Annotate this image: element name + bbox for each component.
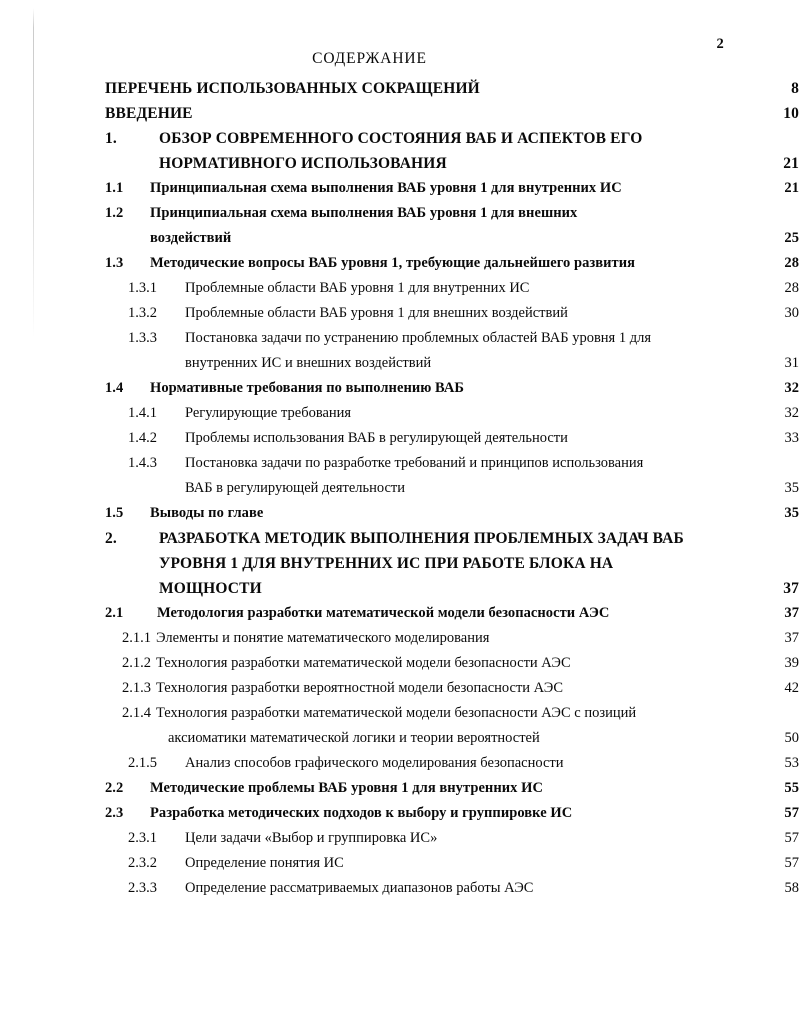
- toc-entry-line: [105, 76, 715, 101]
- toc-entry-line: [122, 701, 715, 726]
- toc-entry[interactable]: [122, 701, 799, 751]
- toc-entry-title: Разработка методических подходов к выбору и группировке ИС: [150, 805, 573, 821]
- toc-entry-title: РАЗРАБОТКА МЕТОДИК ВЫПОЛНЕНИЯ ПРОБЛЕМНЫХ ЗАДАЧ ВАБ: [159, 530, 684, 547]
- toc-entry[interactable]: [128, 326, 799, 376]
- toc-entry-number: 1.5: [105, 505, 124, 521]
- toc-entry-number: 1.2: [105, 205, 124, 221]
- toc-entry-line: [105, 776, 715, 801]
- toc-entry-title: Проблемные области ВАБ уровня 1 для внутренних ИС: [185, 280, 530, 296]
- toc-entry-line: [128, 826, 715, 851]
- toc-entry-number: 1.3.3: [128, 330, 157, 346]
- toc-entry-page-number: 57: [784, 830, 799, 846]
- toc-entry-page-number: 35: [784, 505, 799, 521]
- toc-entry[interactable]: [128, 426, 799, 451]
- toc-entry-number: 2.1.1: [122, 630, 151, 646]
- toc-entry-line: [105, 376, 715, 401]
- toc-entry-number: 1.3: [105, 255, 124, 271]
- toc-entry[interactable]: [122, 651, 799, 676]
- toc-entry-title: ОБЗОР СОВРЕМЕННОГО СОСТОЯНИЯ ВАБ И АСПЕКТОВ ЕГО: [159, 130, 643, 147]
- toc-entry[interactable]: [105, 526, 799, 601]
- toc-entry[interactable]: [105, 251, 799, 276]
- toc-entry-page-number: 21: [783, 155, 799, 172]
- toc-entry-title: Определение рассматриваемых диапазонов работы АЭС: [185, 880, 534, 896]
- toc-entry-page-number: 32: [784, 380, 799, 396]
- toc-entry-title: Нормативные требования по выполнению ВАБ: [150, 380, 465, 396]
- toc-entry[interactable]: [128, 276, 799, 301]
- toc-entry-line: [128, 426, 715, 451]
- toc-entry-title: Регулирующие требования: [185, 405, 352, 421]
- toc-entry-page-number: 31: [784, 355, 799, 371]
- toc-entry[interactable]: [128, 401, 799, 426]
- toc-entry-page-number: 33: [784, 430, 799, 446]
- toc-entry[interactable]: [105, 176, 799, 201]
- toc-entry-line: [128, 751, 715, 776]
- toc-entry-number: 2.3.3: [128, 880, 157, 896]
- toc-entry[interactable]: [128, 301, 799, 326]
- toc-entry-title: Технология разработки математической модели безопасности АЭС: [156, 655, 571, 671]
- toc-entry-page-number: 37: [784, 605, 799, 621]
- toc-entry-number: 2.2: [105, 780, 124, 796]
- toc-entry[interactable]: [105, 126, 799, 176]
- toc-entry-number: 1.3.2: [128, 305, 157, 321]
- toc-entry[interactable]: [128, 851, 799, 876]
- toc-entry-title: Принципиальная схема выполнения ВАБ уровня 1 для внутренних ИС: [150, 180, 622, 196]
- toc-entry-line: [128, 401, 715, 426]
- toc-entry-page-number: 35: [784, 480, 799, 496]
- toc-entry-title: Проблемные области ВАБ уровня 1 для внешних воздействий: [185, 305, 568, 321]
- toc-entry-page-number: 28: [784, 280, 799, 296]
- toc-entry-title: Методические проблемы ВАБ уровня 1 для внутренних ИС: [150, 780, 543, 796]
- toc-entry-page-number: 25: [784, 230, 799, 246]
- toc-entry-title: Технология разработки математической модели безопасности АЭС с позиций: [156, 705, 637, 721]
- toc-entry[interactable]: [105, 776, 799, 801]
- toc-entry-line: [128, 301, 715, 326]
- toc-entry-line: [105, 251, 715, 276]
- toc-entry-title: ПЕРЕЧЕНЬ ИСПОЛЬЗОВАННЫХ СОКРАЩЕНИЙ: [105, 80, 480, 97]
- toc-entry-number: 1.4: [105, 380, 124, 396]
- toc-entry-line: [105, 526, 715, 551]
- toc-entry-page-number: 37: [783, 580, 799, 597]
- toc-entry-number: 1.4.2: [128, 430, 157, 446]
- toc-entry-number: 2.1.4: [122, 705, 151, 721]
- toc-entry-line: [105, 601, 715, 626]
- toc-entry-page-number: 53: [784, 755, 799, 771]
- toc-entry-page-number: 58: [784, 880, 799, 896]
- page-number: 2: [716, 36, 724, 52]
- toc-entry-number: 2.: [105, 530, 117, 547]
- toc-entry-line: [122, 651, 715, 676]
- toc-entry-page-number: 32: [784, 405, 799, 421]
- toc-entry-page-number: 37: [784, 630, 799, 646]
- page-title: СОДЕРЖАНИЕ: [312, 50, 427, 67]
- toc-entry[interactable]: [105, 376, 799, 401]
- toc-entry-number: 2.1.5: [128, 755, 157, 771]
- toc-entry-title: Постановка задачи по устранению проблемных областей ВАБ уровня 1 для: [185, 330, 651, 346]
- toc-entry-page-number: 42: [784, 680, 799, 696]
- toc-entry-title: Методология разработки математической модели безопасности АЭС: [157, 605, 610, 621]
- toc-entry-line: [105, 176, 715, 201]
- toc-entry-number: 2.3.1: [128, 830, 157, 846]
- toc-entry[interactable]: [128, 876, 799, 901]
- toc-entry-line: [122, 626, 715, 651]
- toc-entry-title: Проблемы использования ВАБ в регулирующей деятельности: [185, 430, 568, 446]
- toc-entry-line: [105, 201, 715, 226]
- toc-entry-title-continued: ВАБ в регулирующей деятельности: [185, 480, 406, 496]
- toc-entry-number: 1.3.1: [128, 280, 157, 296]
- toc-entry-number: 2.3: [105, 805, 124, 821]
- toc-entry-page-number: 55: [784, 780, 799, 796]
- toc-entry-title: Выводы по главе: [150, 505, 264, 521]
- toc-entry-page-number: 39: [784, 655, 799, 671]
- toc-entry[interactable]: [122, 626, 799, 651]
- toc-entry[interactable]: [105, 76, 799, 101]
- toc-entry-line: [128, 451, 715, 476]
- toc-entry-title-continued: воздействий: [150, 230, 232, 246]
- toc-entry[interactable]: [105, 101, 799, 126]
- table-of-contents: [0, 76, 799, 901]
- toc-entry-number: 2.1.3: [122, 680, 151, 696]
- toc-entry-page-number: 30: [784, 305, 799, 321]
- toc-entry-title-continued: УРОВНЯ 1 ДЛЯ ВНУТРЕННИХ ИС ПРИ РАБОТЕ БЛОКА НА: [159, 555, 614, 572]
- toc-entry-number: 2.3.2: [128, 855, 157, 871]
- toc-entry-title: Элементы и понятие математического моделирования: [156, 630, 490, 646]
- toc-entry-number: 2.1.2: [122, 655, 151, 671]
- toc-entry[interactable]: [105, 601, 799, 626]
- toc-entry-page-number: 10: [783, 105, 799, 122]
- toc-entry-number: 2.1: [105, 605, 124, 621]
- toc-entry-line: [105, 801, 715, 826]
- toc-entry[interactable]: [105, 201, 799, 251]
- toc-entry-number: 1.4.1: [128, 405, 157, 421]
- toc-entry-line: [128, 876, 715, 901]
- toc-entry-title-continued: НОРМАТИВНОГО ИСПОЛЬЗОВАНИЯ: [159, 155, 447, 172]
- toc-entry[interactable]: [128, 451, 799, 501]
- toc-entry-page-number: 28: [784, 255, 799, 271]
- toc-entry-page-number: 57: [784, 855, 799, 871]
- toc-entry-title-continued: аксиоматики математической логики и теории вероятностей: [168, 730, 540, 746]
- toc-entry-number: 1.1: [105, 180, 124, 196]
- toc-entry-line: [128, 276, 715, 301]
- toc-entry-title-continued: МОЩНОСТИ: [159, 580, 262, 597]
- toc-entry-line: [105, 126, 715, 151]
- toc-entry-page-number: 21: [784, 180, 799, 196]
- toc-entry-line: [122, 676, 715, 701]
- toc-entry-line: [128, 851, 715, 876]
- toc-entry-title: Определение понятия ИС: [185, 855, 344, 871]
- toc-entry[interactable]: [128, 826, 799, 851]
- toc-entry-title: ВВЕДЕНИЕ: [105, 105, 193, 122]
- toc-entry-title: Принципиальная схема выполнения ВАБ уровня 1 для внешних: [150, 205, 578, 221]
- toc-entry[interactable]: [122, 676, 799, 701]
- toc-entry[interactable]: [105, 501, 799, 526]
- toc-entry[interactable]: [105, 801, 799, 826]
- toc-entry-line: [105, 501, 715, 526]
- toc-entry-title: Постановка задачи по разработке требований и принципов использования: [185, 455, 644, 471]
- toc-entry-title: Цели задачи «Выбор и группировка ИС»: [185, 830, 438, 846]
- toc-entry-line: [105, 101, 715, 126]
- toc-entry-number: 1.: [105, 130, 117, 147]
- toc-entry-page-number: 8: [791, 80, 799, 97]
- toc-entry-line: [128, 326, 715, 351]
- toc-entry-title: Технология разработки вероятностной модели безопасности АЭС: [156, 680, 564, 696]
- toc-entry-page-number: 50: [784, 730, 799, 746]
- toc-entry[interactable]: [128, 751, 799, 776]
- toc-entry-number: 1.4.3: [128, 455, 157, 471]
- toc-entry-title-continued: внутренних ИС и внешних воздействий: [185, 355, 432, 371]
- toc-entry-title: Методические вопросы ВАБ уровня 1, требующие дальнейшего развития: [150, 255, 636, 271]
- toc-entry-page-number: 57: [784, 805, 799, 821]
- toc-entry-title: Анализ способов графического моделирования безопасности: [185, 755, 564, 771]
